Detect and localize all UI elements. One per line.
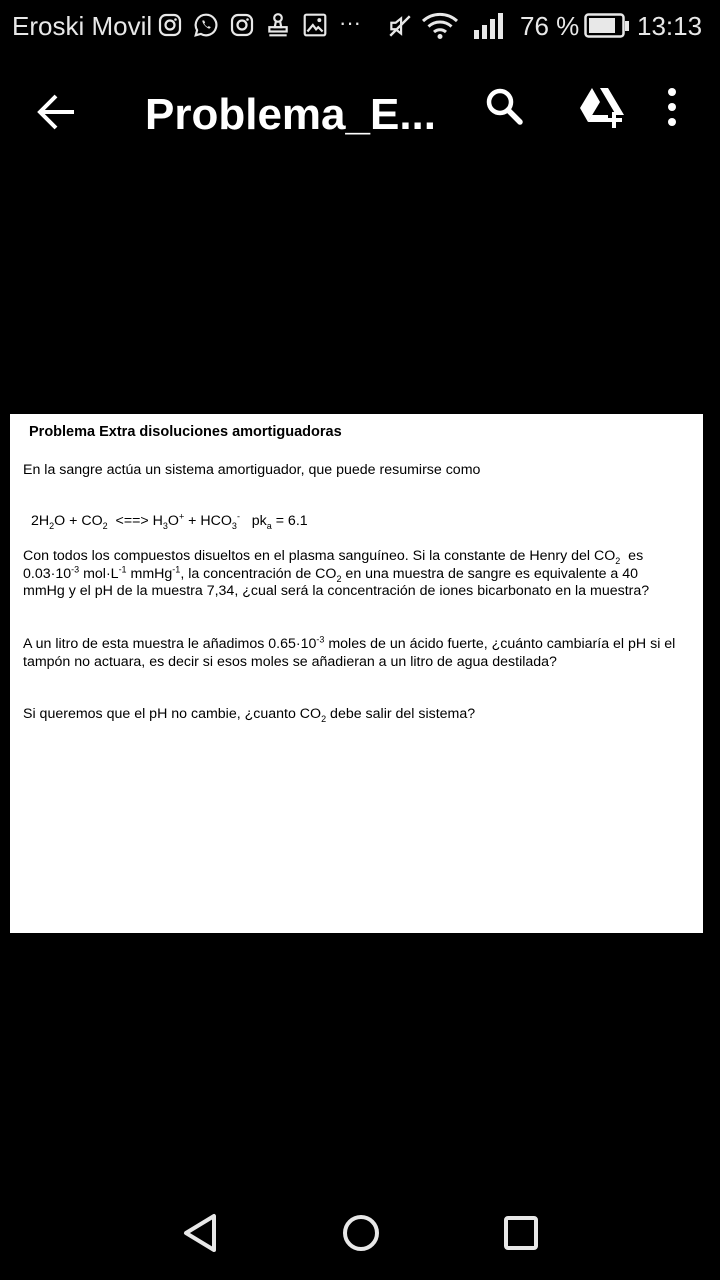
stamp-icon	[265, 12, 291, 38]
more-options-button[interactable]	[656, 82, 688, 132]
search-button[interactable]	[480, 82, 530, 132]
add-to-drive-button[interactable]	[574, 82, 630, 132]
page-title: Problema_E...	[145, 90, 437, 139]
battery-icon	[584, 13, 630, 39]
carrier-name: Eroski Movil	[12, 11, 153, 41]
nav-home-button[interactable]	[336, 1208, 386, 1258]
nav-back-button[interactable]	[178, 1208, 228, 1258]
mute-icon	[387, 12, 413, 40]
app-bar	[0, 52, 720, 172]
status-bar	[0, 0, 720, 52]
battery-percent: 76 %	[520, 11, 580, 41]
image-icon	[302, 12, 328, 38]
document-paragraph-3: Si queremos que el pH no cambie, ¿cuanto $CO_2$ debe salir del sistema?	[23, 706, 476, 724]
document-heading: Problema Extra disoluciones amortiguadoras	[29, 424, 342, 440]
whatsapp-icon	[193, 12, 219, 38]
chemical-equation: $2H_2O + CO_2$ <==> $H_3O^+ + HCO_3^-$ $pk_a = 6.1$	[31, 511, 308, 531]
signal-icon	[472, 12, 506, 40]
more-vert-icon	[656, 82, 688, 132]
arrow-back-icon	[28, 84, 84, 140]
nav-home-icon	[336, 1208, 386, 1258]
nav-recents-button[interactable]	[496, 1208, 546, 1258]
search-icon	[480, 82, 530, 132]
navigation-bar	[0, 1180, 720, 1280]
instagram-icon	[230, 12, 254, 38]
more-notifications-icon: ···	[339, 10, 361, 35]
wifi-icon	[421, 12, 459, 40]
document-paragraph-1: Con todos los compuestos disueltos en el plasma sanguíneo. Si la constante de Henry del $CO_2$ es $0.03\cdot 10^{-3}$ $mol\cdot L^{-1}$ mmHg$^{-1}$, la concentración de $CO_2$ en una muestra de sangre es equivalente a 40 mmHg y el pH de la muestra 7,34, ¿cual será la concentración de iones bicarbonato en la muestra?	[23, 548, 650, 599]
document-intro: En la sangre actúa un sistema amortiguador, que puede resumirse como	[23, 462, 481, 478]
back-button[interactable]	[28, 84, 84, 140]
document-page[interactable]	[10, 414, 703, 933]
document-paragraph-2: A un litro de esta muestra le añadimos $0.65\cdot 10^{-3}$ moles de un ácido fuerte, ¿cuánto cambiaría el pH si el tampón no actuara, es decir si esos moles se añadieran a un litro de agua destilada?	[23, 634, 676, 670]
instagram-icon	[158, 12, 182, 38]
clock: 13:13	[637, 11, 703, 41]
drive-add-icon	[574, 82, 630, 132]
nav-back-icon	[178, 1208, 228, 1258]
nav-recents-icon	[496, 1208, 546, 1258]
